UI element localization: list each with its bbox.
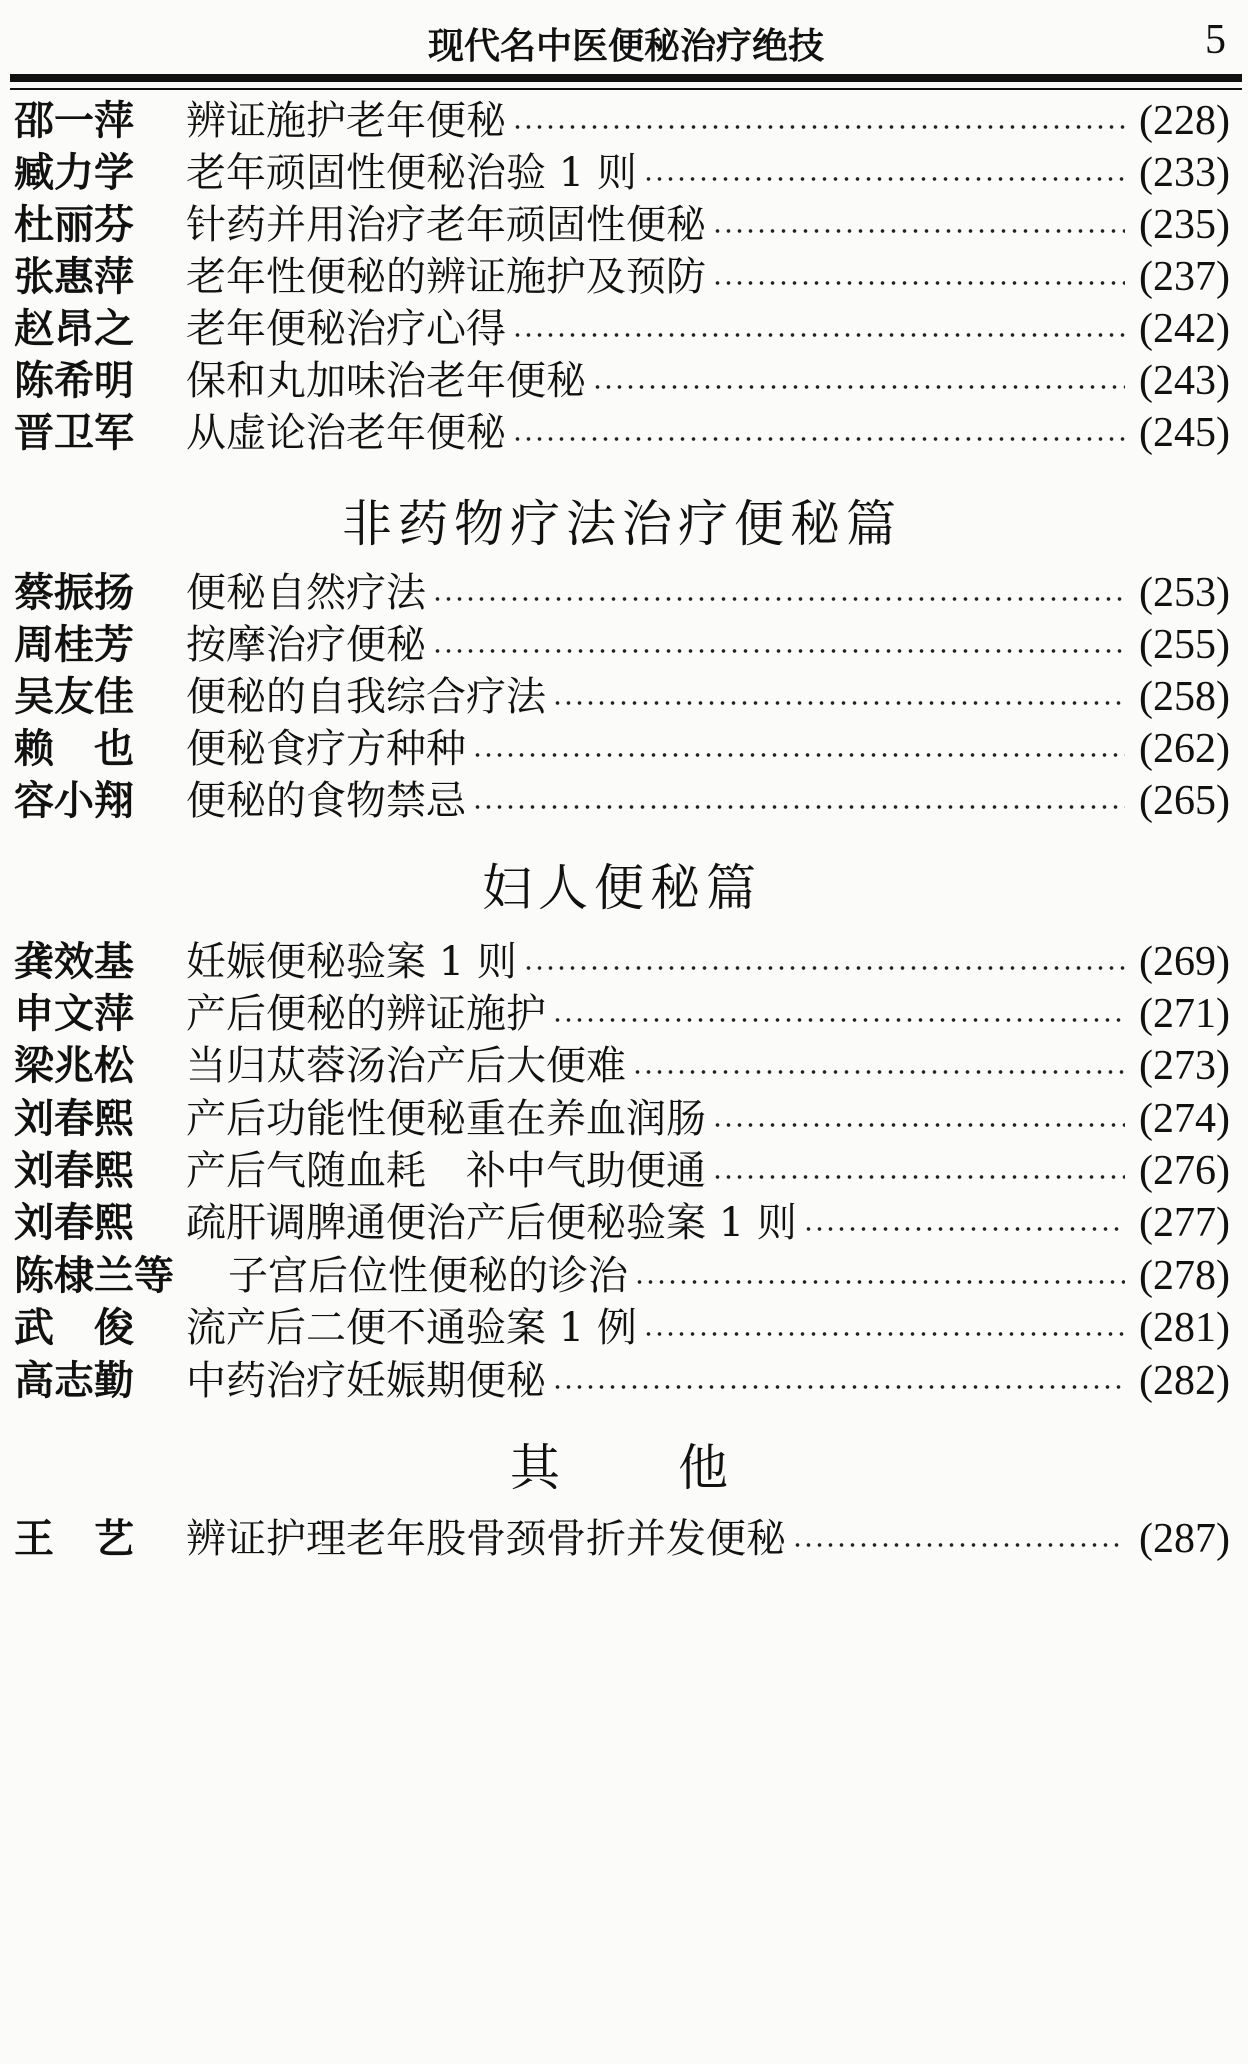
page-header — [10, 0, 1242, 86]
entry-page: (255) — [1139, 622, 1230, 668]
toc-entry — [14, 563, 1230, 623]
entry-author: 龚效基 — [14, 939, 134, 985]
leader-dots — [803, 1227, 1125, 1231]
toc-entry — [14, 299, 1230, 359]
leader-dots — [712, 1123, 1125, 1127]
leader-dots — [592, 385, 1125, 389]
entry-title: 辨证护理老年股骨颈骨折并发便秘 — [186, 1516, 786, 1562]
entry-author: 申文萍 — [14, 991, 134, 1037]
entry-title: 辨证施护老年便秘 — [186, 98, 506, 144]
entry-author: 陈希明 — [14, 358, 134, 404]
entry-author: 赵昂之 — [14, 306, 134, 352]
toc-entry — [14, 984, 1230, 1044]
entry-author: 赖 也 — [14, 726, 134, 772]
toc-entry — [14, 1246, 1230, 1306]
entry-title: 流产后二便不通验案 1 例 — [186, 1305, 637, 1351]
entry-page: (273) — [1139, 1043, 1230, 1089]
entry-author: 容小翔 — [14, 778, 134, 824]
leader-dots — [472, 805, 1125, 809]
entry-page: (253) — [1139, 570, 1230, 616]
entry-author: 陈棣兰等 — [14, 1253, 174, 1299]
entry-page: (245) — [1139, 410, 1230, 456]
leader-dots — [712, 229, 1125, 233]
entry-page: (278) — [1139, 1253, 1230, 1299]
entry-title: 保和丸加味治老年便秘 — [186, 358, 586, 404]
entry-title: 当归苁蓉汤治产后大便难 — [186, 1043, 626, 1089]
toc-entry — [14, 1036, 1230, 1096]
entry-author: 邵一萍 — [14, 98, 134, 144]
entry-title: 产后气随血耗 补中气助便通 — [186, 1148, 706, 1194]
leader-dots — [643, 177, 1125, 181]
leader-dots — [472, 753, 1125, 757]
entry-page: (282) — [1139, 1358, 1230, 1404]
entry-title: 老年顽固性便秘治验 1 则 — [186, 150, 637, 196]
entry-title: 产后便秘的辨证施护 — [186, 991, 546, 1037]
entry-title: 便秘食疗方种种 — [186, 726, 466, 772]
toc-entry — [14, 91, 1230, 151]
toc-entry — [14, 771, 1230, 831]
entry-author: 晋卫军 — [14, 410, 134, 456]
leader-dots — [792, 1543, 1125, 1547]
section-heading: 非药物疗法治疗便秘篇 — [342, 495, 902, 553]
toc-entry — [14, 143, 1230, 203]
entry-page: (271) — [1139, 991, 1230, 1037]
entry-page: (235) — [1139, 202, 1230, 248]
leader-dots — [712, 1175, 1125, 1179]
entry-title: 老年性便秘的辨证施护及预防 — [186, 254, 706, 300]
entry-title: 便秘自然疗法 — [186, 570, 426, 616]
entry-author: 周桂芳 — [14, 622, 134, 668]
leader-dots — [552, 1385, 1125, 1389]
toc-entry — [14, 1298, 1230, 1358]
entry-author: 张惠萍 — [14, 254, 134, 300]
leader-dots — [512, 333, 1125, 337]
entry-page: (281) — [1139, 1305, 1230, 1351]
section-heading: 妇人便秘篇 — [482, 859, 762, 917]
page-number: 5 — [1205, 17, 1226, 63]
entry-title: 从虚论治老年便秘 — [186, 410, 506, 456]
header-rule-thin — [10, 88, 1242, 90]
entry-page: (243) — [1139, 358, 1230, 404]
entry-author: 刘春熙 — [14, 1148, 134, 1194]
entry-author: 高志勤 — [14, 1358, 134, 1404]
leader-dots — [552, 701, 1125, 705]
entry-title: 子宫后位性便秘的诊治 — [228, 1253, 628, 1299]
entry-page: (233) — [1139, 150, 1230, 196]
toc-entry — [14, 1509, 1230, 1569]
entry-page: (262) — [1139, 726, 1230, 772]
entry-title: 针药并用治疗老年顽固性便秘 — [186, 202, 706, 248]
entry-author: 王 艺 — [14, 1516, 134, 1562]
header-rule-thick — [10, 74, 1242, 82]
toc-entry — [14, 667, 1230, 727]
entry-author: 武 俊 — [14, 1305, 134, 1351]
leader-dots — [512, 125, 1125, 129]
leader-dots — [432, 649, 1125, 653]
toc-entry — [14, 1351, 1230, 1411]
leader-dots — [432, 597, 1125, 601]
entry-page: (258) — [1139, 674, 1230, 720]
entry-author: 刘春熙 — [14, 1096, 134, 1142]
toc-entry — [14, 932, 1230, 992]
toc-entry — [14, 247, 1230, 307]
entry-author: 吴友佳 — [14, 674, 134, 720]
leader-dots — [632, 1070, 1125, 1074]
running-title: 现代名中医便秘治疗绝技 — [427, 26, 824, 67]
entry-page: (269) — [1139, 939, 1230, 985]
entry-page: (276) — [1139, 1148, 1230, 1194]
toc-entry — [14, 1193, 1230, 1253]
toc-entry — [14, 351, 1230, 411]
toc-entry — [14, 403, 1230, 463]
leader-dots — [712, 281, 1125, 285]
leader-dots — [634, 1280, 1125, 1284]
toc-entry — [14, 1089, 1230, 1149]
entry-title: 便秘的自我综合疗法 — [186, 674, 546, 720]
entry-page: (237) — [1139, 254, 1230, 300]
toc-entry — [14, 1141, 1230, 1201]
entry-title: 按摩治疗便秘 — [186, 622, 426, 668]
entry-page: (265) — [1139, 778, 1230, 824]
entry-page: (287) — [1139, 1516, 1230, 1562]
entry-title: 老年便秘治疗心得 — [186, 306, 506, 352]
entry-title: 便秘的食物禁忌 — [186, 778, 466, 824]
entry-title: 产后功能性便秘重在养血润肠 — [186, 1096, 706, 1142]
toc-entry — [14, 615, 1230, 675]
entry-title: 疏肝调脾通便治产后便秘验案 1 则 — [186, 1200, 797, 1246]
entry-author: 梁兆松 — [14, 1043, 134, 1089]
leader-dots — [643, 1332, 1125, 1336]
entry-author: 蔡振扬 — [14, 570, 134, 616]
entry-title: 妊娠便秘验案 1 则 — [186, 939, 517, 985]
leader-dots — [552, 1018, 1125, 1022]
toc-entry — [14, 195, 1230, 255]
leader-dots — [523, 966, 1125, 970]
entry-title: 中药治疗妊娠期便秘 — [186, 1358, 546, 1404]
section-heading: 其 他 — [510, 1439, 734, 1497]
entry-author: 杜丽芬 — [14, 202, 134, 248]
entry-page: (274) — [1139, 1096, 1230, 1142]
toc-entry — [14, 719, 1230, 779]
entry-page: (242) — [1139, 306, 1230, 352]
leader-dots — [512, 437, 1125, 441]
entry-author: 刘春熙 — [14, 1200, 134, 1246]
entry-author: 臧力学 — [14, 150, 134, 196]
entry-page: (277) — [1139, 1200, 1230, 1246]
entry-page: (228) — [1139, 98, 1230, 144]
